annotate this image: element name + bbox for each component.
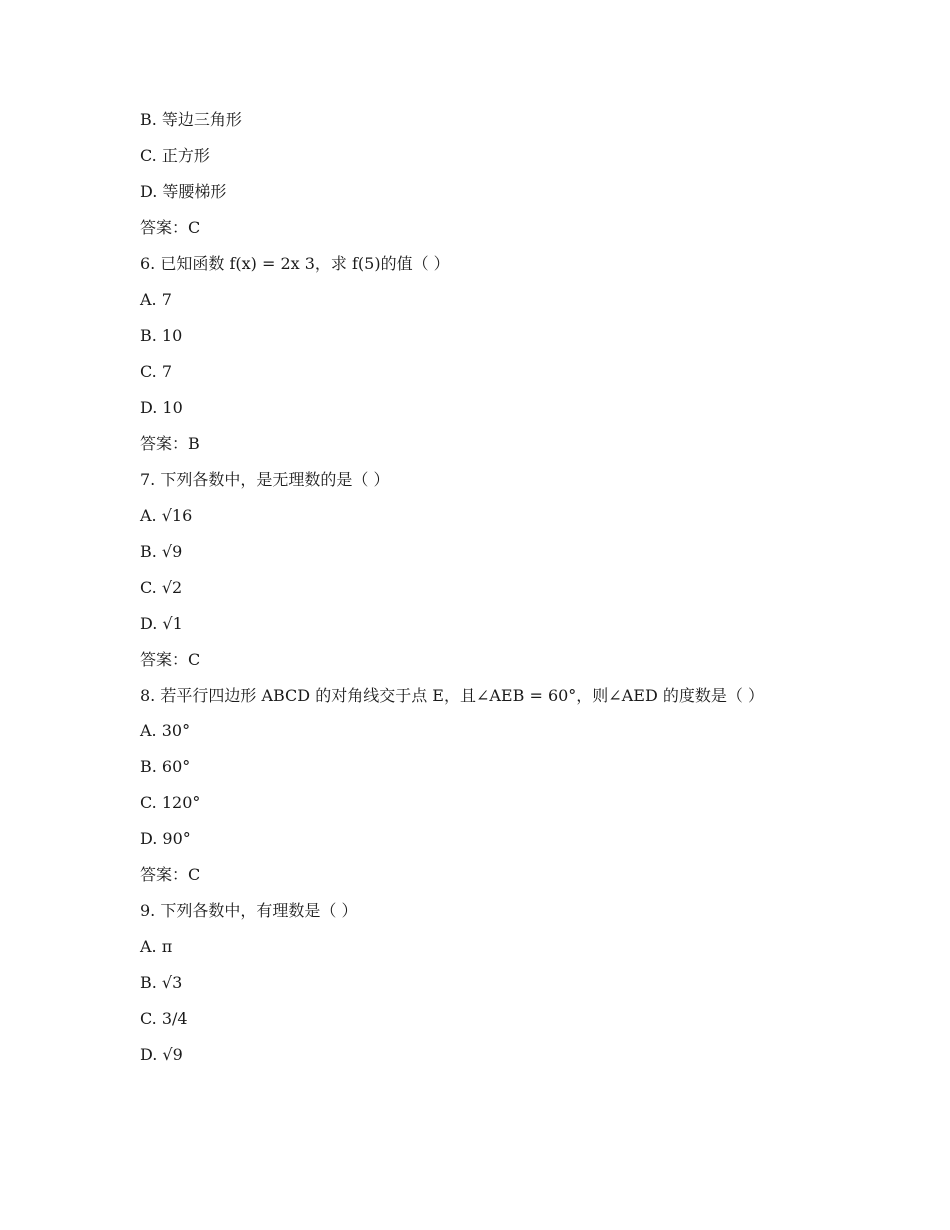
option-5b: B. 等边三角形	[140, 110, 242, 129]
question-6: 6. 已知函数 f(x) = 2x 3，求 f(5)的值（ ）	[140, 254, 450, 273]
question-7: 7. 下列各数中，是无理数的是（ ）	[140, 470, 390, 489]
option-9b: B. √3	[140, 973, 183, 992]
option-9d: D. √9	[140, 1045, 183, 1064]
option-6c: C. 7	[140, 362, 173, 381]
option-9a: A. π	[140, 937, 173, 956]
answer-5: 答案：C	[140, 218, 201, 237]
document-page	[140, 110, 800, 1081]
option-8b: B. 60°	[140, 757, 191, 776]
option-7a: A. √16	[140, 506, 193, 525]
option-8d: D. 90°	[140, 829, 191, 848]
option-5d: D. 等腰梯形	[140, 182, 227, 201]
option-5c: C. 正方形	[140, 146, 210, 165]
answer-8: 答案：C	[140, 865, 201, 884]
option-8a: A. 30°	[140, 721, 191, 740]
option-8c: C. 120°	[140, 793, 201, 812]
option-6a: A. 7	[140, 290, 172, 309]
option-9c: C. 3/4	[140, 1009, 188, 1028]
answer-6: 答案：B	[140, 434, 200, 453]
option-6b: B. 10	[140, 326, 183, 345]
answer-7: 答案：C	[140, 650, 201, 669]
option-6d: D. 10	[140, 398, 183, 417]
option-7b: B. √9	[140, 542, 183, 561]
option-7c: C. √2	[140, 578, 183, 597]
question-8: 8. 若平行四边形 ABCD 的对角线交于点 E，且∠AEB = 60°，则∠AED 的度数是（ ）	[140, 686, 764, 705]
option-7d: D. √1	[140, 614, 183, 633]
question-9: 9. 下列各数中，有理数是（ ）	[140, 901, 358, 920]
